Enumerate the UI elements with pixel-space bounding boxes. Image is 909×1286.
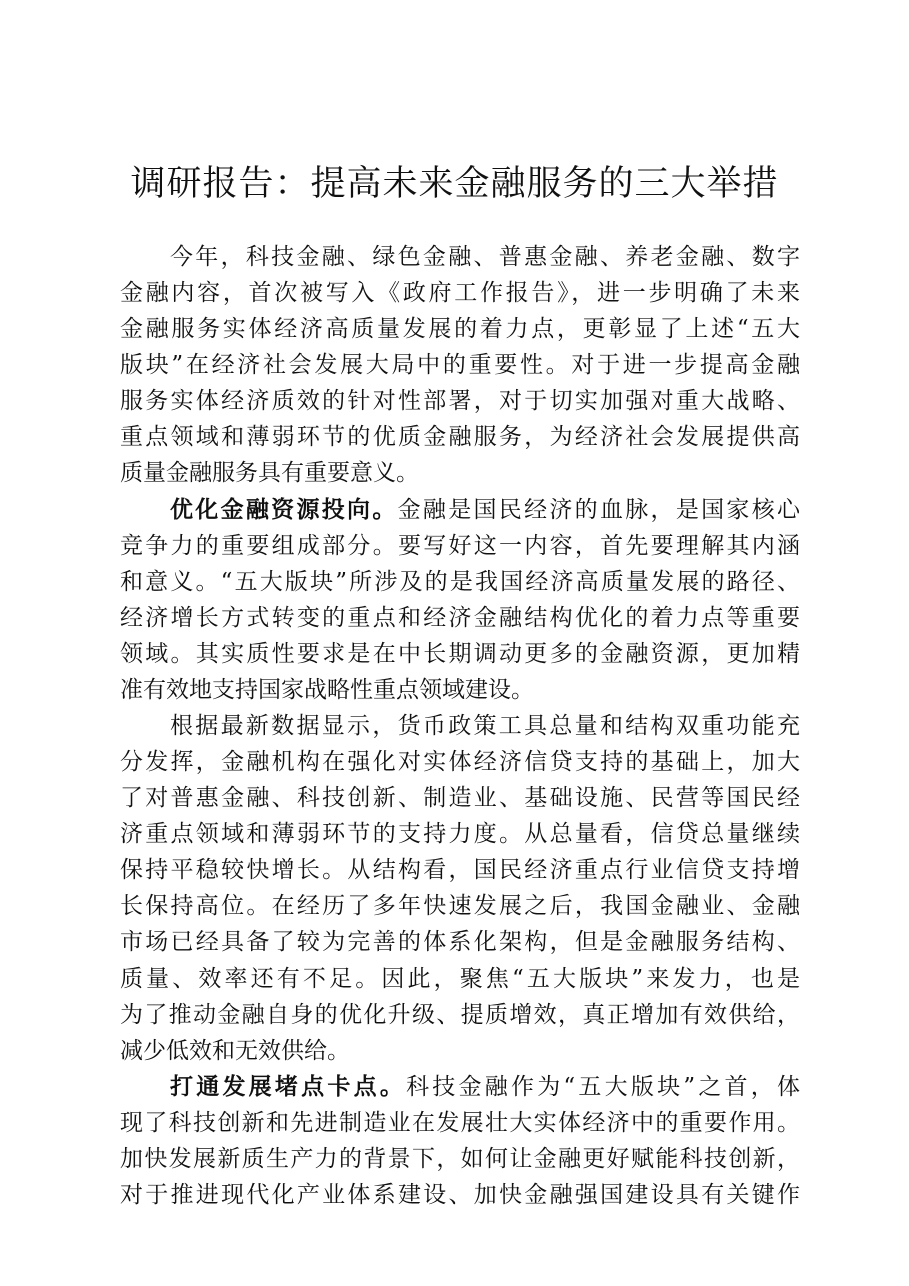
- paragraph-lead-heading: 优化金融资源投向。: [170, 496, 398, 523]
- text-line: [120, 924, 800, 960]
- text-line: [120, 275, 800, 311]
- text-line: [120, 239, 800, 275]
- document-body: [120, 239, 800, 1213]
- text-line: [120, 636, 800, 672]
- text-line-content: 准有效地支持国家战略性重点领域建设。: [120, 676, 534, 703]
- text-line: [120, 961, 800, 997]
- text-line-content: 对于推进现代化产业体系建设、加快金融强国建设具有关键作: [120, 1182, 800, 1209]
- text-line: [120, 1033, 800, 1069]
- text-line-content: 长保持高位。在经历了多年快速发展之后，我国金融业、金融: [120, 893, 800, 920]
- text-line: [120, 492, 800, 528]
- text-line: [120, 600, 800, 636]
- text-line-content: 今年，科技金融、绿色金融、普惠金融、养老金融、数字: [170, 244, 800, 270]
- text-line-content: 了对普惠金融、科技创新、制造业、基础设施、民营等国民经: [120, 785, 800, 812]
- text-line-content: 金融内容，首次被写入《政府工作报告》，进一步明确了未来: [120, 280, 800, 307]
- text-line: [120, 347, 800, 383]
- paragraph-lead-heading: 打通发展堵点卡点。: [170, 1073, 407, 1100]
- document-title: 调研报告：提高未来金融服务的三大举措: [130, 164, 779, 204]
- text-line: [120, 1141, 800, 1177]
- text-line: [120, 564, 800, 600]
- text-line-content: 为了推动金融自身的优化升级、提质增效，真正增加有效供给，: [120, 1001, 800, 1028]
- text-line: [120, 816, 800, 852]
- text-line-content: 竞争力的重要组成部分。要写好这一内容，首先要理解其内涵: [120, 532, 800, 559]
- text-line-content: 现了科技创新和先进制造业在发展壮大实体经济中的重要作用。: [120, 1109, 800, 1136]
- text-line: [120, 1069, 800, 1105]
- text-line-content: 金融服务实体经济高质量发展的着力点，更彰显了上述“五大: [120, 316, 800, 343]
- text-line: [120, 1105, 800, 1141]
- text-line: [120, 528, 800, 564]
- text-line: [120, 672, 800, 708]
- text-line: [120, 455, 800, 491]
- text-line-content: 经济增长方式转变的重点和经济金融结构优化的着力点等重要: [120, 604, 800, 631]
- text-line-content: 领域。其实质性要求是在中长期调动更多的金融资源，更加精: [120, 640, 800, 667]
- text-line-content: 服务实体经济质效的针对性部署，对于切实加强对重大战略、: [120, 388, 800, 415]
- text-line-content: 质量金融服务具有重要意义。: [120, 460, 419, 487]
- text-line-content: 金融是国民经济的血脉，是国家核心: [397, 496, 801, 523]
- text-line-content: 和意义。“五大版块”所涉及的是我国经济高质量发展的路径、: [120, 568, 800, 595]
- text-line: [120, 383, 800, 419]
- text-line-content: 根据最新数据显示，货币政策工具总量和结构双重功能充: [170, 713, 800, 740]
- text-line-content: 减少低效和无效供给。: [120, 1037, 350, 1064]
- text-line-content: 重点领域和薄弱环节的优质金融服务，为经济社会发展提供高: [120, 424, 800, 451]
- text-line: [120, 888, 800, 924]
- text-line: [120, 1177, 800, 1213]
- text-line-content: 科技金融作为“五大版块”之首，体: [406, 1073, 800, 1100]
- text-line: [120, 780, 800, 816]
- text-line-content: 加快发展新质生产力的背景下，如何让金融更好赋能科技创新，: [120, 1145, 800, 1172]
- text-line: [120, 997, 800, 1033]
- text-line-content: 济重点领域和薄弱环节的支持力度。从总量看，信贷总量继续: [120, 821, 800, 848]
- text-line: [120, 852, 800, 888]
- text-line: [120, 744, 800, 780]
- text-line-content: 保持平稳较快增长。从结构看，国民经济重点行业信贷支持增: [120, 857, 800, 884]
- text-line: [120, 708, 800, 744]
- text-line-content: 版块”在经济社会发展大局中的重要性。对于进一步提高金融: [120, 352, 800, 379]
- text-line-content: 市场已经具备了较为完善的体系化架构，但是金融服务结构、: [120, 929, 800, 956]
- text-line-content: 质量、效率还有不足。因此，聚焦“五大版块”来发力，也是: [120, 965, 800, 992]
- text-line: [120, 419, 800, 455]
- text-line: [120, 311, 800, 347]
- text-line-content: 分发挥，金融机构在强化对实体经济信贷支持的基础上，加大: [120, 749, 800, 776]
